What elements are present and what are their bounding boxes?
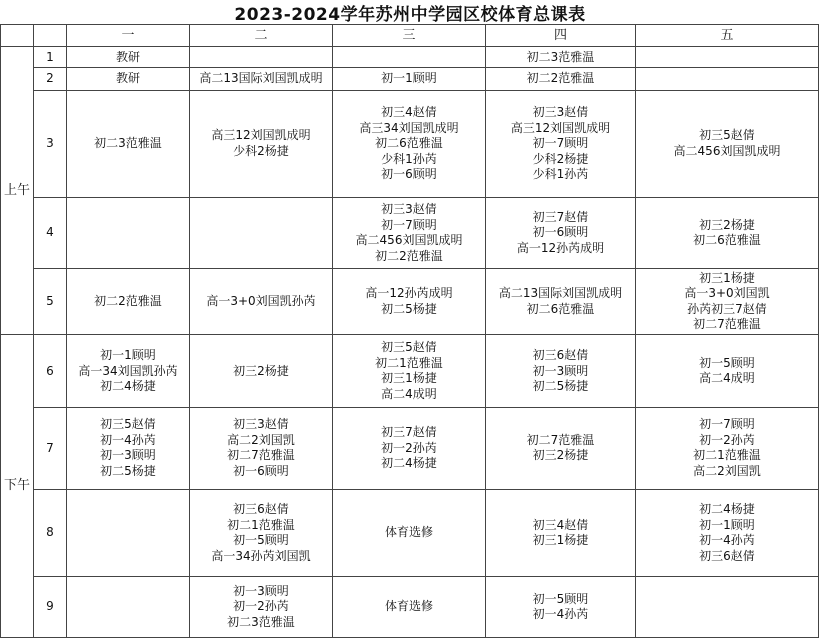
schedule-cell	[333, 335, 486, 408]
schedule-cell	[67, 68, 190, 90]
table-row	[1, 489, 819, 577]
class-entry: 初二6范雅温	[693, 233, 761, 248]
class-entry: 初二7范雅温	[227, 448, 295, 463]
table-row	[1, 335, 819, 408]
class-entry: 高二2刘国凯	[693, 463, 761, 478]
class-entry: 高二13国际刘国凯成明	[498, 286, 623, 301]
schedule-cell	[67, 408, 190, 490]
period-number: 3	[34, 90, 67, 198]
schedule-cell	[636, 68, 819, 90]
class-entry: 高三12刘国凯成明	[510, 120, 611, 135]
schedule-cell	[486, 577, 636, 638]
schedule-cell	[190, 577, 333, 638]
segment-afternoon: 下午	[1, 335, 34, 638]
class-entry: 初一3顾明	[233, 583, 289, 598]
class-entry: 初一2孙芮	[381, 440, 437, 455]
class-entry: 初三2杨捷	[699, 217, 755, 232]
class-entry: 初三1杨捷	[381, 371, 437, 386]
class-entry: 教研	[115, 49, 140, 64]
class-entry: 初三5赵倩	[699, 128, 755, 143]
class-entry: 高二4成明	[699, 371, 755, 386]
class-entry: 高一3+0刘国凯孙芮	[206, 293, 316, 308]
class-entry: 初二3范雅温	[227, 614, 295, 629]
day-header: 一	[67, 25, 190, 47]
day-header: 四	[486, 25, 636, 47]
class-entry: 初一4孙芮	[532, 607, 589, 622]
class-entry: 初三6赵倩	[699, 548, 755, 563]
class-entry: 初三4赵倩	[381, 105, 437, 120]
schedule-cell	[486, 68, 636, 90]
schedule-cell	[333, 68, 486, 90]
period-number: 1	[34, 47, 67, 68]
class-entry: 初一7顾明	[532, 136, 589, 151]
class-entry: 初一6顾明	[233, 463, 289, 478]
class-entry: 初一5顾明	[699, 355, 755, 370]
schedule-cell	[67, 47, 190, 68]
class-entry: 高一12孙芮成明	[365, 286, 453, 301]
class-entry: 高一34刘国凯孙芮	[78, 363, 178, 378]
schedule-cell	[190, 47, 333, 68]
class-entry: 少科2杨捷	[233, 143, 289, 158]
class-entry: 初一6顾明	[381, 167, 437, 182]
schedule-cell	[190, 198, 333, 269]
period-number: 6	[34, 335, 67, 408]
class-entry: 初三3赵倩	[381, 202, 437, 217]
class-entry: 初一2孙芮	[233, 599, 289, 614]
day-header: 二	[190, 25, 333, 47]
class-entry: 初三3赵倩	[233, 417, 289, 432]
schedule-cell	[486, 335, 636, 408]
period-number: 7	[34, 408, 67, 490]
table-row	[1, 268, 819, 335]
header-corner	[1, 25, 34, 47]
class-entry: 初二4杨捷	[100, 379, 156, 394]
class-entry: 初二2范雅温	[526, 71, 595, 86]
schedule-cell	[190, 68, 333, 90]
class-entry: 初一7顾明	[381, 217, 437, 232]
class-entry: 高二2刘国凯	[227, 432, 295, 447]
schedule-cell	[636, 198, 819, 269]
class-entry: 初三2杨捷	[233, 363, 289, 378]
period-number: 4	[34, 198, 67, 269]
schedule-cell	[486, 408, 636, 490]
class-entry: 初二1范雅温	[227, 517, 295, 532]
schedule-cell	[486, 268, 636, 335]
class-entry: 初三4赵倩	[532, 517, 589, 532]
class-entry: 教研	[115, 71, 140, 86]
schedule-cell	[636, 335, 819, 408]
class-entry: 初一5顾明	[233, 533, 289, 548]
class-entry: 少科1孙芮	[381, 151, 437, 166]
table-row	[1, 47, 819, 68]
class-entry: 孙芮初三7赵倩	[687, 301, 767, 316]
class-entry: 初一6顾明	[532, 225, 589, 240]
class-entry: 初二7范雅温	[693, 317, 761, 332]
class-entry: 高三12刘国凯成明	[211, 128, 311, 143]
header-period	[34, 25, 67, 47]
class-entry: 体育选修	[384, 525, 433, 540]
class-entry: 初一1顾明	[699, 517, 755, 532]
class-entry: 初三1杨捷	[532, 533, 589, 548]
class-entry: 初二4杨捷	[381, 456, 437, 471]
schedule-cell	[333, 198, 486, 269]
schedule-cell	[333, 577, 486, 638]
class-entry: 高三34刘国凯成明	[359, 120, 459, 135]
class-entry: 初一2孙芮	[699, 432, 755, 447]
schedule-cell	[636, 577, 819, 638]
period-number: 9	[34, 577, 67, 638]
period-number: 8	[34, 489, 67, 577]
period-number: 2	[34, 68, 67, 90]
class-entry: 初二5杨捷	[532, 379, 589, 394]
class-entry: 初二3范雅温	[94, 136, 162, 151]
class-entry: 初二7范雅温	[526, 432, 595, 447]
class-entry: 初一4孙芮	[699, 533, 755, 548]
class-entry: 初一1顾明	[100, 348, 156, 363]
class-entry: 初一3顾明	[532, 363, 589, 378]
schedule-cell	[67, 335, 190, 408]
schedule-cell	[333, 408, 486, 490]
class-entry: 初二1范雅温	[693, 448, 761, 463]
class-entry: 初二2范雅温	[94, 293, 162, 308]
class-entry: 少科1孙芮	[532, 167, 589, 182]
schedule-cell	[333, 90, 486, 198]
schedule-cell	[190, 335, 333, 408]
class-entry: 高二456刘国凯成明	[673, 143, 781, 158]
day-header: 三	[333, 25, 486, 47]
schedule-cell	[67, 268, 190, 335]
schedule-cell	[636, 268, 819, 335]
schedule-cell	[486, 489, 636, 577]
table-row	[1, 577, 819, 638]
table-row	[1, 68, 819, 90]
class-entry: 初二5杨捷	[100, 463, 156, 478]
class-entry: 初三6赵倩	[532, 348, 589, 363]
schedule-cell	[333, 47, 486, 68]
class-entry: 初一1顾明	[381, 71, 437, 86]
class-entry: 初二4杨捷	[699, 502, 755, 517]
table-row	[1, 90, 819, 198]
class-entry: 初三2杨捷	[532, 448, 589, 463]
class-entry: 高一34孙芮刘国凯	[211, 548, 311, 563]
period-number: 5	[34, 268, 67, 335]
class-entry: 初二5杨捷	[381, 301, 437, 316]
class-entry: 初三5赵倩	[100, 417, 156, 432]
class-entry: 初二2范雅温	[375, 248, 443, 263]
schedule-cell	[67, 489, 190, 577]
schedule-table	[0, 24, 819, 638]
class-entry: 初一5顾明	[532, 591, 589, 606]
class-entry: 初一4孙芮	[100, 432, 156, 447]
class-entry: 初一7顾明	[699, 417, 755, 432]
table-row	[1, 408, 819, 490]
schedule-cell	[190, 489, 333, 577]
schedule-cell	[636, 489, 819, 577]
class-entry: 初二3范雅温	[526, 49, 595, 64]
schedule-cell	[67, 198, 190, 269]
schedule-cell	[636, 408, 819, 490]
schedule-cell	[486, 198, 636, 269]
class-entry: 初三7赵倩	[532, 209, 589, 224]
class-entry: 初三1杨捷	[699, 270, 755, 285]
schedule-cell	[636, 47, 819, 68]
schedule-cell	[190, 408, 333, 490]
class-entry: 初三5赵倩	[381, 340, 437, 355]
class-entry: 高二456刘国凯成明	[355, 233, 463, 248]
header-row	[1, 25, 819, 47]
class-entry: 初二6范雅温	[375, 136, 443, 151]
class-entry: 初二6范雅温	[526, 301, 595, 316]
class-entry: 初一3顾明	[100, 448, 156, 463]
class-entry: 初二1范雅温	[375, 355, 443, 370]
schedule-cell	[486, 90, 636, 198]
schedule-cell	[190, 268, 333, 335]
day-header: 五	[636, 25, 819, 47]
class-entry: 少科2杨捷	[532, 151, 589, 166]
schedule-cell	[486, 47, 636, 68]
page-title: 2023-2024学年苏州中学园区校体育总课表	[234, 4, 586, 25]
class-entry: 体育选修	[384, 599, 433, 614]
class-entry: 初三6赵倩	[233, 502, 289, 517]
class-entry: 高一12孙芮成明	[516, 240, 605, 255]
schedule-cell	[636, 90, 819, 198]
segment-morning: 上午	[1, 47, 34, 335]
class-entry: 高一3+0刘国凯	[684, 286, 770, 301]
schedule-cell	[190, 90, 333, 198]
schedule-cell	[67, 577, 190, 638]
schedule-cell	[333, 489, 486, 577]
schedule-cell	[333, 268, 486, 335]
class-entry: 高二4成明	[381, 386, 437, 401]
table-row	[1, 198, 819, 269]
schedule-cell	[67, 90, 190, 198]
class-entry: 高二13国际刘国凯成明	[199, 71, 323, 86]
class-entry: 初三7赵倩	[381, 425, 437, 440]
class-entry: 初三3赵倩	[532, 105, 589, 120]
